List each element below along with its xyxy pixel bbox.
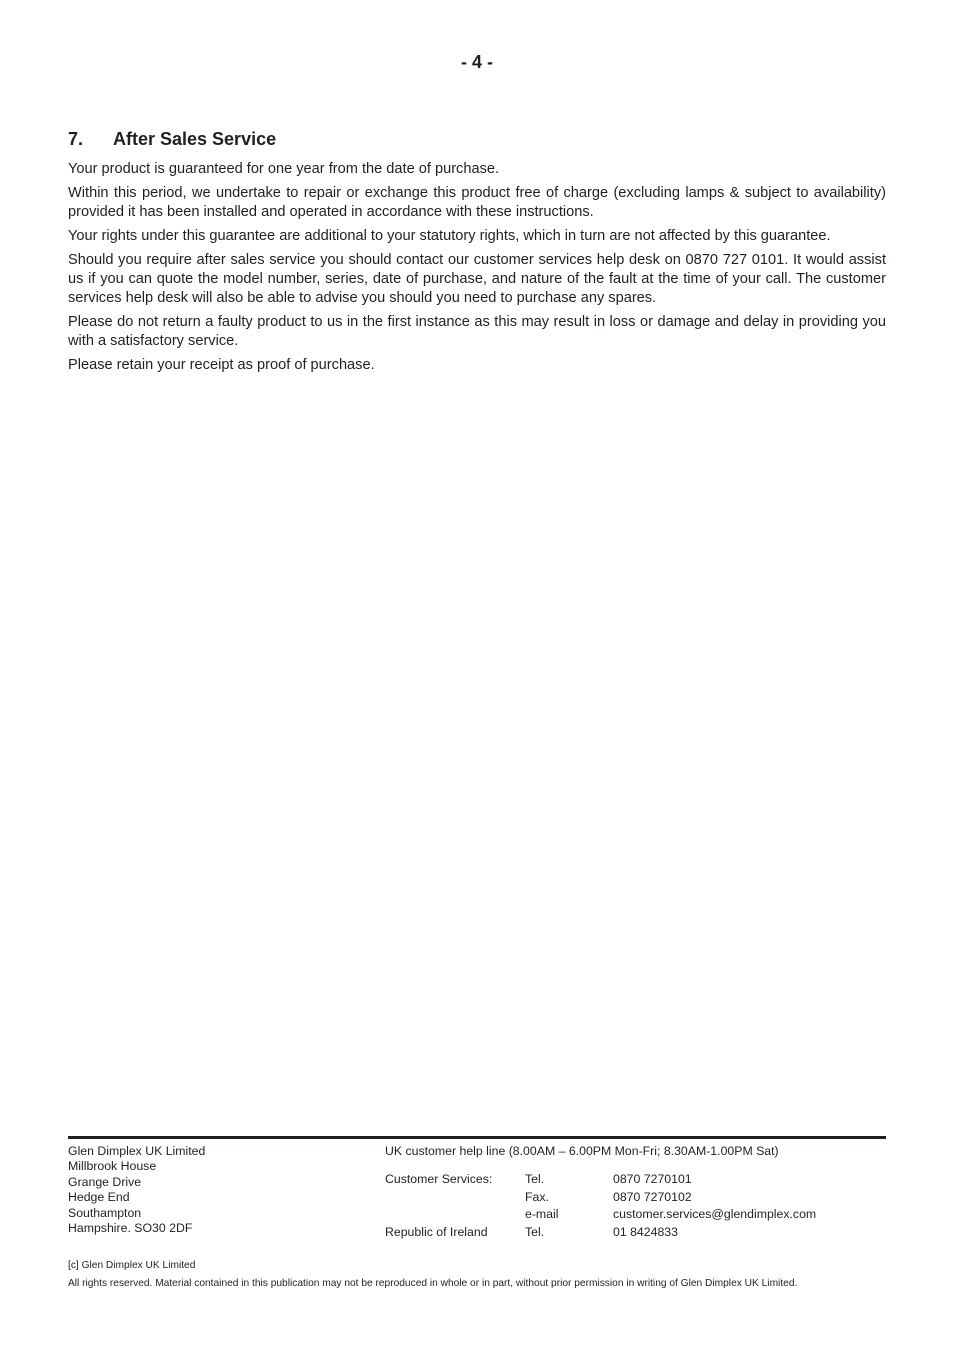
after-sales-section	[68, 129, 886, 380]
section-heading	[68, 129, 886, 150]
footer-divider	[68, 1136, 886, 1139]
paragraph-repair: Within this period, we undertake to repair or exchange this product free of charge (excluding lamps & subject to availability) provided it has been installed and operated in accordance with these instructions.	[68, 184, 886, 220]
contact-type: Tel.	[525, 1172, 545, 1186]
contact-label	[385, 1190, 525, 1208]
address-line: Hedge End	[68, 1190, 130, 1205]
contact-row	[385, 1207, 816, 1225]
address-line: Southampton	[68, 1205, 142, 1220]
contact-label	[385, 1207, 525, 1225]
company-address	[68, 1144, 205, 1236]
contact-label: Republic of Ireland	[385, 1224, 488, 1239]
paragraph-return: Please do not return a faulty product to us in the first instance as this may result in loss or damage and delay in providing you with a satisfactory service.	[68, 313, 886, 349]
section-number: 7.	[68, 129, 84, 149]
section-title: After Sales Service	[113, 129, 277, 149]
copyright-notice: [c] Glen Dimplex UK Limited	[68, 1260, 196, 1271]
address-line: Grange Drive	[68, 1174, 142, 1189]
address-line: Millbrook House	[68, 1159, 157, 1174]
contact-value: 0870 7270101	[613, 1172, 692, 1186]
contact-type: Tel.	[525, 1224, 545, 1239]
contact-value: 01 8424833	[613, 1224, 678, 1239]
contact-row	[385, 1172, 816, 1190]
contact-type: Fax.	[525, 1189, 549, 1204]
paragraph-receipt: Please retain your receipt as proof of purchase.	[68, 356, 375, 373]
contact-email: customer.services@glendimplex.com	[613, 1207, 817, 1221]
address-line: Hampshire. SO30 2DF	[68, 1221, 193, 1236]
paragraph-rights: Your rights under this guarantee are additional to your statutory rights, which in turn are not affected by this guarantee.	[68, 227, 831, 244]
address-line: Glen Dimplex UK Limited	[68, 1144, 206, 1158]
contact-table	[385, 1172, 816, 1242]
helpline-hours: UK customer help line (8.00AM – 6.00PM Mon-Fri; 8.30AM-1.00PM Sat)	[385, 1144, 779, 1158]
contact-type: e-mail	[525, 1207, 559, 1221]
contact-row	[385, 1225, 816, 1243]
page-number: - 4 -	[460, 52, 493, 72]
contact-label: Customer Services:	[385, 1172, 493, 1186]
contact-value: 0870 7270102	[613, 1189, 692, 1204]
paragraph-helpdesk: Should you require after sales service you should contact our customer services help desk on 0870 727 0101. It would assist us if you can quote the model number, series, date of purchase, and nature of the fault at the time of your call. The customer services help desk will also be able to advise you should you need to purchase any spares.	[68, 251, 886, 306]
paragraph-guarantee: Your product is guaranteed for one year from the date of purchase.	[68, 161, 500, 177]
rights-notice: All rights reserved. Material contained in this publication may not be reproduced in whole or in part, without prior permission in writing of Glen Dimplex UK Limited.	[68, 1278, 798, 1289]
contact-row	[385, 1190, 816, 1208]
